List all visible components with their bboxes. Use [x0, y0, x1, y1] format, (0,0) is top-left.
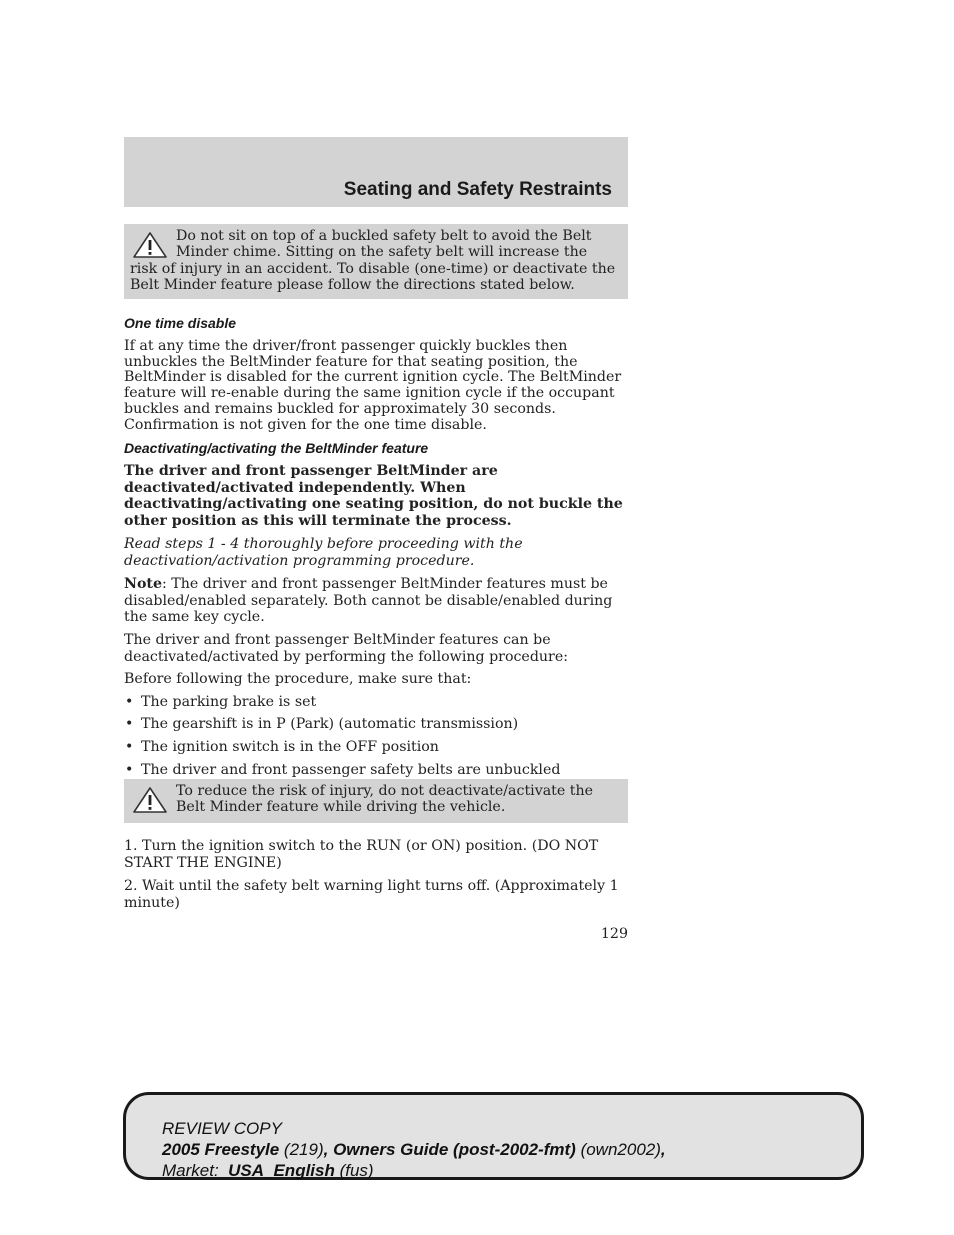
steps-content [124, 838, 630, 918]
note-label: Note [124, 576, 163, 593]
list-item: • The driver and front passenger safety belts are unbuckled [124, 763, 630, 779]
warning-text: To reduce the risk of injury, do not deactivate/activate the Belt Minder feature while driving the vehicle. [176, 783, 594, 816]
warning-box-belt-minder [124, 224, 628, 299]
paragraph-independent-warning: The driver and front passenger BeltMinder are deactivated/activated independently. When deactivating/activating one seating position, do not buckle the other position as this will terminate the process. [124, 463, 623, 529]
warning-triangle-icon [132, 231, 168, 259]
note-text: : The driver and front passenger BeltMinder features must be disabled/enabled separately. Both cannot be disable/enabled during the same key cycle. [124, 576, 613, 625]
precondition-list [124, 695, 630, 779]
heading-one-time-disable: One time disable [124, 315, 237, 331]
review-copy-label: REVIEW COPY [162, 1119, 282, 1138]
paragraph-procedure: The driver and front passenger BeltMinder features can be deactivated/activated by performing the following procedure: [124, 632, 569, 665]
paragraph-read-steps: Read steps 1 - 4 thoroughly before proceeding with the deactivation/activation programming procedure. [124, 536, 523, 569]
section-header-band [124, 137, 628, 207]
step-2: 2. Wait until the safety belt warning light turns off. (Approximately 1 minute) [124, 878, 619, 911]
heading-deactivating: Deactivating/activating the BeltMinder feature [124, 439, 429, 456]
step-1: 1. Turn the ignition switch to the RUN (or ON) position. (DO NOT START THE ENGINE) [124, 838, 599, 871]
footer-line-3: Market: USA_English (fus) [162, 1161, 374, 1180]
footer-line-2: 2005 Freestyle (219), Owners Guide (post-2002-fmt) (own2002), [162, 1140, 666, 1159]
warning-triangle-icon [132, 786, 168, 814]
warning-box-driving [124, 779, 628, 823]
page-number: 129 [600, 926, 628, 942]
paragraph-note [124, 576, 630, 625]
section-title: Seating and Safety Restraints [343, 179, 612, 200]
paragraph-one-time-disable: If at any time the driver/front passenger quickly buckles then unbuckles the BeltMinder feature for that seating position, the BeltMinder is disabled for the current ignition cycle. The BeltMinder feature will re-enable during the same ignition cycle if the occupant buckles and remains buckled for approximately 30 seconds. Confirmation is not given for the one time disable. [124, 337, 622, 433]
list-item: • The ignition switch is in the OFF position [124, 740, 630, 756]
list-item: • The gearshift is in P (Park) (automatic transmission) [124, 717, 630, 733]
list-item: • The parking brake is set [124, 695, 630, 711]
main-content [124, 316, 630, 786]
warning-text: Do not sit on top of a buckled safety belt to avoid the Belt Minder chime. Sitting on the safety belt will increase the risk of injury in an accident. To disable (one-time) or deactivate the Belt Minder feature please follow the directions stated below. [130, 228, 616, 293]
review-footer-text [162, 1118, 666, 1181]
paragraph-before: Before following the procedure, make sure that: [124, 670, 472, 687]
